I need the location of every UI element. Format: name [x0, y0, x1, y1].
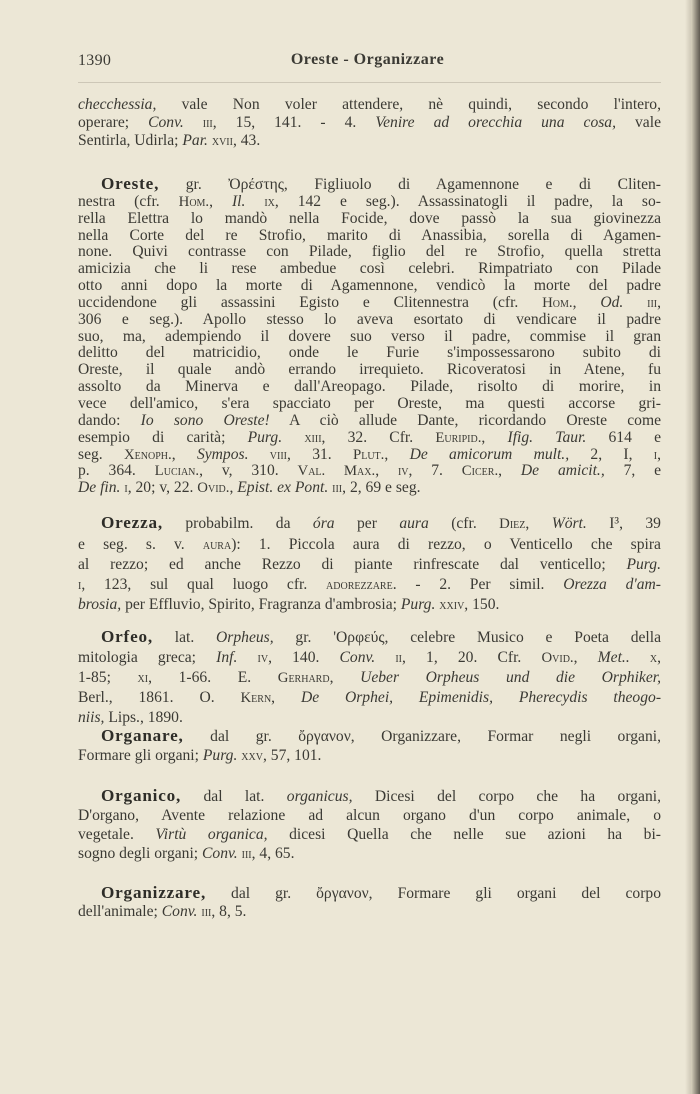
- text-run: ,: [498, 462, 521, 480]
- text-line: [78, 535, 661, 556]
- small-caps-text: i: [78, 576, 82, 593]
- text-run: dando:: [78, 411, 141, 429]
- text-line: [78, 261, 661, 278]
- italic-text: Conv.: [161, 903, 198, 920]
- text-run: probabilm. da: [162, 515, 313, 532]
- italic-text: Par.: [182, 132, 208, 149]
- text-run: ,: [657, 293, 662, 311]
- text-run: vece dell'amico, s'era spacciato per Oreste, ma questi accorse gri-: [78, 394, 661, 412]
- text-line: [78, 379, 661, 396]
- small-caps-text: iii: [241, 846, 252, 863]
- small-caps-text: xi: [137, 670, 149, 686]
- italic-text: Sympos.: [196, 445, 249, 463]
- text-run: seg.: [78, 445, 124, 463]
- text-line: [78, 825, 661, 844]
- italic-text: Od.: [600, 293, 624, 311]
- small-caps-text: iii: [647, 294, 658, 311]
- text-run: . - 2. Per simil.: [392, 575, 564, 593]
- text-run: e seg. s. v.: [78, 535, 203, 553]
- small-caps-text: ix: [264, 193, 275, 210]
- text-run: , 140.: [268, 649, 340, 666]
- italic-text: Purg.: [247, 428, 283, 446]
- text-run: ,: [209, 192, 232, 210]
- italic-text: Io sono Oreste!: [140, 411, 270, 429]
- text-run: , v, 310.: [199, 462, 298, 480]
- text-run: ,: [525, 515, 552, 532]
- italic-text: Orezza d'am-: [563, 575, 661, 593]
- text-line: [78, 114, 661, 133]
- text-run: delitto del matricidio, onde le Furie s'impossessarono subito di: [78, 344, 661, 362]
- italic-text: Orpheus,: [216, 629, 274, 646]
- small-caps-text: iv: [397, 463, 409, 480]
- entry-orezza: [78, 513, 661, 616]
- text-line: [78, 903, 661, 921]
- small-caps-text: Hom.: [178, 193, 210, 210]
- italic-text: Wört.: [551, 515, 587, 532]
- italic-text: niis,: [78, 709, 105, 726]
- text-run: vale Non voler attendere, nè quindi, secondo l'intero,: [156, 96, 661, 113]
- text-line: [78, 132, 661, 151]
- book-edge: [691, 0, 700, 1094]
- italic-text: Il.: [231, 192, 246, 210]
- text-line: [78, 345, 661, 362]
- text-run: per Effluvio, Spirito, Fragranza d'ambrosia;: [121, 596, 401, 614]
- text-line: [78, 96, 661, 114]
- text-run: ,: [375, 462, 398, 480]
- italic-text: Epist. ex Pont.: [237, 479, 329, 497]
- italic-text: checchessia,: [78, 96, 157, 113]
- italic-text: De amicit.,: [520, 462, 605, 480]
- text-line: [78, 463, 661, 480]
- text-line: [78, 480, 661, 497]
- text-line: [78, 430, 661, 447]
- small-caps-text: Hom.: [542, 294, 573, 311]
- headword: Orezza,: [101, 513, 163, 532]
- text-line: [78, 295, 661, 312]
- text-run: Formare gli organi;: [78, 746, 203, 764]
- text-run: D'organo, Avente relazione ad alcun organo d'un corpo animale, o: [78, 807, 661, 825]
- text-run: , 150.: [464, 596, 500, 614]
- small-caps-text: i: [124, 480, 128, 497]
- text-run: ,: [229, 479, 238, 497]
- text-line: [78, 211, 661, 228]
- small-caps-text: Diez: [499, 516, 526, 532]
- text-line: [78, 668, 661, 688]
- italic-text: Ueber Orpheus und die Orphiker,: [360, 669, 661, 686]
- text-run: [184, 114, 203, 131]
- text-run: none. Quivi contrasse con Pilade, figlio del re Strofio, quella stretta: [78, 243, 661, 261]
- entry-continuation: [78, 96, 661, 151]
- text-run: ,: [573, 649, 598, 666]
- headword: Organico,: [101, 786, 182, 805]
- text-line: [78, 575, 661, 596]
- small-caps-text: i: [653, 446, 658, 463]
- text-run: [248, 446, 269, 463]
- text-line: [78, 555, 661, 575]
- text-line: [78, 329, 661, 346]
- text-run: dal gr. ὄργανον, Formare gli organi del corpo: [206, 885, 661, 902]
- italic-text: Met..: [597, 649, 630, 666]
- text-run: amicizia che li rese ambedue così celebri. Rimpatriato con Pilade: [78, 260, 661, 278]
- italic-text: Venire ad orecchia una cosa,: [375, 113, 617, 131]
- italic-text: Purg.: [400, 596, 436, 614]
- text-line: [78, 708, 661, 728]
- text-run: 306 e seg.). Apollo stesso lo aveva esortato di vendicare il padre: [78, 310, 661, 328]
- headword: Organizzare,: [101, 883, 207, 902]
- text-run: dicesi Quella che nelle sue azioni ha bi-: [267, 826, 661, 844]
- text-run: assolto da Minerva e dall'Areopago. Pilade, risolto di morire, in: [78, 378, 661, 396]
- text-line: [78, 413, 661, 430]
- italic-text: De Orphei, Epimenidis, Pherecydis theogo-: [300, 689, 662, 706]
- text-run: , 15, 141. - 4.: [212, 113, 376, 131]
- text-run: , 2, 69 e seg.: [342, 479, 421, 497]
- text-run: ,: [271, 689, 301, 706]
- text-run: Oreste, il quale andò errando irrequieto. Ricoveratosi in Atene, fu: [78, 361, 661, 379]
- text-run: , 1-66. E.: [148, 669, 278, 686]
- text-run: ,: [572, 293, 601, 311]
- text-run: uccidendone gli assassini Egisto e Clitennestra (cfr.: [78, 293, 543, 311]
- text-run: , 8, 5.: [211, 903, 247, 920]
- text-run: ,: [481, 428, 508, 446]
- text-run: [282, 429, 304, 446]
- text-run: (cfr.: [428, 515, 500, 532]
- text-line: [78, 844, 661, 864]
- text-line: [78, 884, 661, 903]
- text-run: 614 e: [586, 428, 661, 446]
- running-title: Oreste - Organizzare: [290, 51, 445, 68]
- small-caps-text: Ovid.: [197, 480, 230, 497]
- text-run: [245, 193, 264, 210]
- text-run: I³, 39: [586, 515, 661, 532]
- text-line: [78, 312, 661, 329]
- italic-text: óra: [312, 515, 335, 532]
- text-run: , 4, 65.: [251, 845, 295, 863]
- page-number: 1390: [78, 52, 112, 69]
- text-run: , 1, 20. Cfr.: [402, 649, 542, 666]
- italic-text: Conv.: [339, 649, 376, 666]
- text-run: ,: [657, 445, 662, 463]
- italic-text: Ifig. Taur.: [507, 428, 587, 446]
- text-run: , 31.: [287, 445, 353, 463]
- italic-text: Purg.: [202, 746, 238, 764]
- header-rule: [78, 82, 661, 83]
- text-run: per: [334, 515, 400, 532]
- text-run: esempio di carità;: [78, 428, 248, 446]
- text-run: gr. 'Ορφεύς, celebre Musico e Poeta della: [273, 629, 661, 646]
- text-run: 2, I,: [569, 445, 654, 463]
- small-caps-text: Kern: [240, 690, 272, 706]
- small-caps-text: Cicer.: [461, 463, 499, 480]
- text-run: mitologia greca;: [78, 649, 217, 666]
- text-run: ,: [171, 445, 197, 463]
- text-line: [78, 396, 661, 413]
- text-run: ,: [329, 669, 361, 686]
- text-line: [78, 513, 661, 535]
- text-run: suo, ma, adempiendo il dovere suo verso il padre, commise il gran: [78, 327, 661, 345]
- italic-text: Inf.: [216, 649, 238, 666]
- text-line: [78, 786, 661, 806]
- text-line: [78, 278, 661, 295]
- text-run: A ciò allude Dante, ricordando Oreste come: [269, 411, 662, 429]
- small-caps-text: Gerhard: [277, 670, 330, 686]
- text-run: otto anni dopo la morte di Agamennone, vendicò la morte del padre: [78, 277, 661, 295]
- text-run: ,: [657, 649, 661, 666]
- text-run: [375, 649, 395, 666]
- text-run: , 123, sul qual luogo cfr.: [81, 575, 327, 593]
- text-run: vegetale.: [78, 826, 156, 844]
- text-run: , 142 e seg.). Assassinatogli il padre, la so-: [274, 192, 661, 210]
- text-run: nella Corte del re Strofio, marito di Anassibia, sorella di Agamen-: [78, 226, 661, 244]
- small-caps-text: iii: [202, 114, 213, 131]
- text-run: operare;: [78, 113, 149, 131]
- text-line: [78, 595, 661, 616]
- text-run: nestra (cfr.: [78, 192, 179, 210]
- text-run: dal lat.: [181, 788, 287, 805]
- small-caps-text: Euripid.: [435, 429, 482, 446]
- italic-text: Conv.: [202, 845, 238, 863]
- small-caps-text: x: [649, 650, 658, 666]
- small-caps-text: Ovid.: [541, 650, 574, 666]
- text-line: [78, 627, 661, 648]
- small-caps-text: aura: [202, 536, 232, 553]
- small-caps-text: xvii: [211, 133, 233, 149]
- text-run: al rezzo; ed anche Rezzo di piante rinfrescate dal venticello;: [78, 556, 627, 574]
- small-caps-text: adorezzare: [326, 576, 393, 593]
- entry-orfeo: [78, 627, 661, 728]
- small-caps-text: iii: [201, 904, 212, 920]
- text-run: Sentirla, Udirla;: [78, 132, 183, 149]
- italic-text: Conv.: [148, 113, 184, 131]
- text-run: , 43.: [232, 132, 261, 149]
- italic-text: Purg.: [626, 556, 661, 574]
- italic-text: aura: [399, 515, 429, 532]
- text-run: 7, e: [604, 462, 662, 480]
- text-run: dell'animale;: [78, 903, 162, 920]
- text-run: Berl., 1861. O.: [78, 689, 241, 706]
- small-caps-text: iii: [332, 480, 343, 497]
- text-run: Lips., 1890.: [104, 709, 183, 726]
- text-run: , 7.: [408, 462, 462, 480]
- small-caps-text: Lucian.: [154, 463, 200, 480]
- text-line: [78, 244, 661, 261]
- italic-text: De amicorum mult.,: [409, 445, 570, 463]
- text-run: dal gr. ὄργανον, Organizzare, Formar negli organi,: [183, 728, 661, 745]
- text-run: rella Elettra lo mandò nella Focide, dove passò la sua giovinezza: [78, 209, 661, 227]
- small-caps-text: ii: [395, 650, 402, 666]
- text-line: [78, 228, 661, 245]
- small-caps-text: iv: [257, 650, 269, 666]
- entry-organizzare: [78, 884, 661, 921]
- text-line: [78, 447, 661, 464]
- text-run: lat.: [152, 629, 217, 646]
- text-run: 1-85;: [78, 669, 138, 686]
- text-line: [78, 176, 661, 194]
- headword: Organare,: [101, 726, 184, 745]
- italic-text: De fin.: [78, 479, 121, 497]
- small-caps-text: xxv: [241, 747, 263, 764]
- italic-text: brosia,: [78, 596, 122, 614]
- small-caps-text: Xenoph.: [123, 446, 172, 463]
- small-caps-text: xxiv: [439, 597, 465, 614]
- small-caps-text: Plut.: [352, 446, 385, 463]
- italic-text: Virtù organica,: [155, 826, 268, 844]
- text-run: Dicesi del corpo che ha organi,: [352, 788, 661, 805]
- text-run: , 32. Cfr.: [321, 428, 436, 446]
- text-line: [78, 194, 661, 211]
- text-run: ): 1. Piccola aura di rezzo, o Venticello che spira: [231, 535, 661, 553]
- text-run: , 57, 101.: [262, 746, 322, 764]
- italic-text: organicus,: [286, 788, 353, 805]
- text-line: [78, 688, 661, 708]
- text-run: gr. Ὀρέστης, Figliuolo di Agamennone e di Cliten-: [159, 176, 661, 193]
- text-run: [630, 649, 650, 666]
- entry-organico: [78, 786, 661, 864]
- text-run: [237, 649, 257, 666]
- headword: Oreste,: [101, 174, 160, 193]
- small-caps-text: Val. Max.: [297, 463, 376, 480]
- text-line: [78, 747, 661, 766]
- text-run: [623, 294, 647, 311]
- text-run: , 20; v, 22.: [127, 479, 198, 497]
- text-run: vale: [616, 113, 661, 131]
- text-run: sogno degli organi;: [78, 845, 203, 863]
- text-line: [78, 806, 661, 825]
- text-line: [78, 362, 661, 379]
- entry-oreste: [78, 176, 661, 497]
- text-line: [78, 648, 661, 668]
- entry-organare: [78, 727, 661, 765]
- text-line: [78, 727, 661, 747]
- small-caps-text: viii: [269, 446, 287, 463]
- small-caps-text: xiii: [304, 429, 322, 446]
- headword: Orfeo,: [101, 627, 153, 646]
- text-run: ,: [384, 445, 410, 463]
- text-run: p. 364.: [78, 462, 155, 480]
